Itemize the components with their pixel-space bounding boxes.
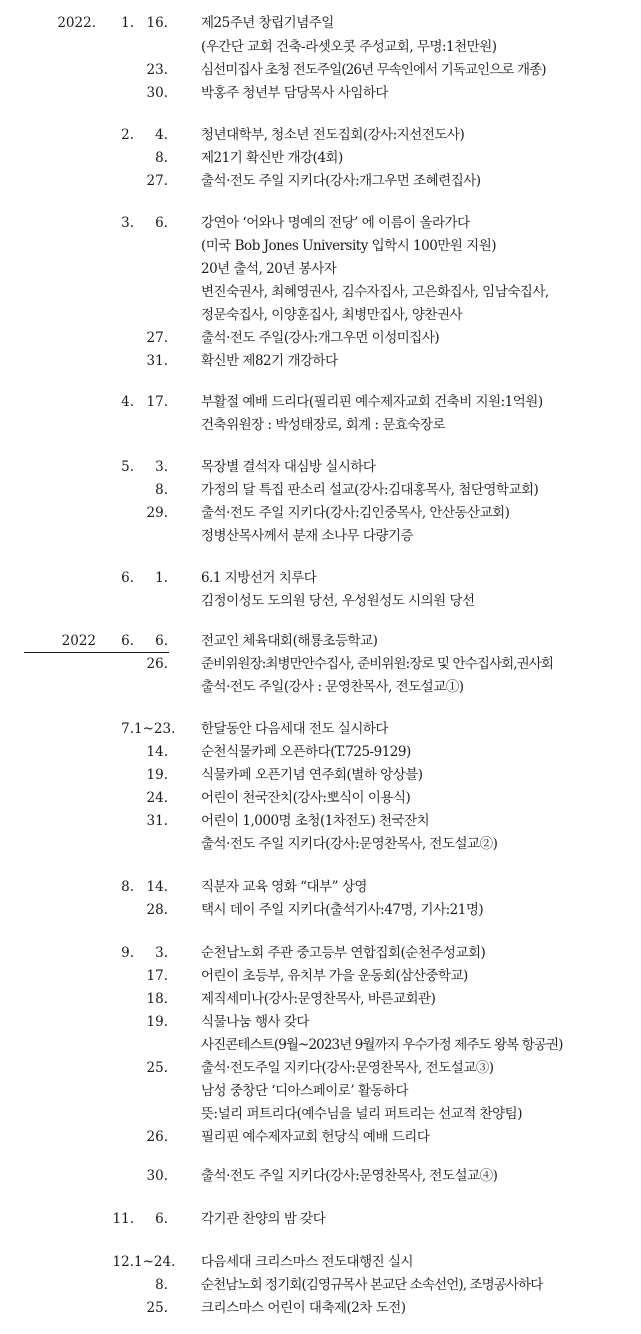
entry-day: 26. <box>146 1129 168 1145</box>
timeline-entry <box>0 987 641 1011</box>
entry-description: 식물나눔 행사 갖다 <box>201 1014 309 1030</box>
entry-description: 순천남노회 정기회(김영규목사 본교단 소속선언), 조명공사하다 <box>201 1277 543 1293</box>
entry-day: 6. <box>155 215 168 231</box>
entry-description: 식물카페 오픈기념 연주회(별하 앙상블) <box>201 767 423 783</box>
timeline-entry <box>0 1207 641 1231</box>
entry-day: 19. <box>146 1014 168 1030</box>
entry-description: 변진숙권사, 최혜영권사, 김수자집사, 고은화집사, 임남숙집사, <box>201 284 549 300</box>
entry-month: 8. <box>121 879 134 895</box>
entry-day: 18. <box>146 991 168 1007</box>
entry-day: 8. <box>155 1277 168 1293</box>
entry-description: 강연아 ‘어와나 명예의 전당’ 에 이름이 올라가다 <box>201 215 470 231</box>
entry-description: 출석·전도 주일(강사 : 문영찬목사, 전도설교①) <box>201 679 464 695</box>
timeline-entry <box>0 455 641 479</box>
entry-description: 6.1 지방선거 치루다 <box>201 570 317 586</box>
entry-month: 7. <box>121 721 134 737</box>
entry-day: 14. <box>146 879 168 895</box>
entry-day: 31. <box>146 353 168 369</box>
entry-description: 어린이 천국잔치(강사:뽀식이 이용식) <box>201 790 411 806</box>
timeline-entry <box>0 280 641 304</box>
entry-day: 27. <box>146 173 168 189</box>
entry-description: 목장별 결석자 대심방 실시하다 <box>201 459 376 475</box>
entry-day: 30. <box>146 1168 168 1184</box>
timeline-entry <box>0 1056 641 1080</box>
entry-day: 6. <box>155 633 168 649</box>
timeline-entry <box>0 566 641 590</box>
timeline-entry <box>0 1010 641 1034</box>
entry-day: 1. <box>155 570 168 586</box>
entry-month: 6. <box>121 633 134 649</box>
entry-description: 순천남노회 주관 중고등부 연합집회(순천주성교회) <box>201 945 486 961</box>
entry-day: 3. <box>155 945 168 961</box>
entry-description: 필리핀 예수제자교회 헌당식 예배 드리다 <box>201 1129 430 1145</box>
timeline-entry <box>0 524 641 548</box>
entry-day: 8. <box>155 482 168 498</box>
timeline-entry <box>0 11 641 35</box>
entry-description: 제직세미나(강사:문영찬목사, 바른교회관) <box>201 991 436 1007</box>
entry-description: 심선미집사 초청 전도주일(26년 무속인에서 기독교인으로 개종) <box>201 62 546 78</box>
entry-description: 청년대학부, 청소년 전도집회(강사:지선전도사) <box>201 127 465 143</box>
timeline-entry <box>0 898 641 922</box>
timeline-entry <box>0 675 641 699</box>
entry-day: 24. <box>146 790 168 806</box>
entry-year: 2022. <box>57 15 96 31</box>
entry-description: (미국 Bob Jones University 입학시 100만원 지원) <box>201 238 497 254</box>
entry-day: 1~24. <box>134 1254 176 1270</box>
timeline-entry <box>0 169 641 193</box>
entry-month: 2. <box>121 127 134 143</box>
timeline-entry <box>0 941 641 965</box>
entry-description: 김정이성도 도의원 당선, 우성원성도 시의원 당선 <box>201 593 475 609</box>
entry-day: 6. <box>155 1211 168 1227</box>
entry-description: 부활절 예배 드리다(필리핀 예수제자교회 건축비 지원:1억원) <box>201 394 543 410</box>
entry-day: 27. <box>146 330 168 346</box>
entry-day: 25. <box>146 1060 168 1076</box>
entry-description: 20년 출석, 20년 봉사자 <box>201 261 337 277</box>
entry-description: 가정의 달 특집 판소리 설교(강사:김대홍목사, 첨단영학교회) <box>201 482 539 498</box>
timeline-entry <box>0 832 641 856</box>
entry-description: 출석·전도 주일 지키다(강사:김인중목사, 안산동산교회) <box>201 505 510 521</box>
timeline-entry <box>0 1164 641 1188</box>
entry-description: 남성 중창단 ‘디아스페이로’ 활동하다 <box>201 1083 409 1099</box>
timeline-entry <box>0 1250 641 1274</box>
entry-description: 제21기 확신반 개강(4회) <box>201 150 343 166</box>
timeline-entry <box>0 1296 641 1320</box>
entry-description: 출석·전도 주일 지키다(강사:문영찬목사, 전도설교②) <box>201 836 498 852</box>
entry-month: 1. <box>121 15 134 31</box>
entry-description: 전교인 체육대회(해룡초등학교) <box>201 633 378 649</box>
timeline-entry <box>0 123 641 147</box>
entry-month: 9. <box>121 945 134 961</box>
entry-description: 다음세대 크리스마스 전도대행진 실시 <box>201 1254 414 1270</box>
entry-day: 17. <box>146 968 168 984</box>
entry-description: 건축위원장 : 박성태장로, 회계 : 문효숙장로 <box>201 417 446 433</box>
entry-day: 23. <box>146 62 168 78</box>
entry-description: 출석·전도 주일 지키다(강사:문영찬목사, 전도설교④) <box>201 1168 498 1184</box>
timeline-entry <box>0 652 641 676</box>
timeline-entry <box>0 58 641 82</box>
entry-day: 16. <box>146 15 168 31</box>
timeline-entry <box>0 1125 641 1149</box>
entry-description: 순천식물카페 오픈하다(T.725-9129) <box>201 744 411 760</box>
entry-description: 정병산목사께서 분재 소나무 다량기증 <box>201 528 414 544</box>
entry-day: 4. <box>155 127 168 143</box>
timeline-entry <box>0 1079 641 1103</box>
entry-month: 11. <box>112 1211 134 1227</box>
timeline-entry <box>0 413 641 437</box>
timeline-entry <box>0 478 641 502</box>
entry-description: 출석·전도주일 지키다(강사:문영찬목사, 전도설교③) <box>201 1060 494 1076</box>
entry-day: 31. <box>146 813 168 829</box>
entry-description: 뜻:널리 퍼트리다(예수님을 널리 퍼트리는 선교적 찬양팀) <box>201 1106 522 1122</box>
entry-description: 제25주년 창립기념주일 <box>201 15 334 31</box>
entry-day: 3. <box>155 459 168 475</box>
entry-description: 직분자 교육 영화 “대부” 상영 <box>201 879 367 895</box>
timeline-entry <box>0 211 641 235</box>
entry-day: 17. <box>146 394 168 410</box>
timeline-entry <box>0 763 641 787</box>
timeline-entry <box>0 35 641 59</box>
timeline-entry <box>0 1273 641 1297</box>
timeline-entry <box>0 717 641 741</box>
entry-month: 4. <box>121 394 134 410</box>
entry-day: 1~23. <box>134 721 176 737</box>
entry-description: 어린이 초등부, 유치부 가을 운동회(삼산중학교) <box>201 968 468 984</box>
timeline-entry <box>0 326 641 350</box>
timeline-entry <box>0 589 641 613</box>
timeline-entry <box>0 146 641 170</box>
entry-day: 29. <box>146 505 168 521</box>
entry-description: 박홍주 청년부 담당목사 사임하다 <box>201 85 388 101</box>
entry-day: 30. <box>146 85 168 101</box>
entry-day: 8. <box>155 150 168 166</box>
entry-description: 준비위원장:최병만안수집사, 준비위원:장로 및 안수집사회,권사회 <box>201 656 554 672</box>
entry-description: 한달동안 다음세대 전도 실시하다 <box>201 721 388 737</box>
entry-day: 19. <box>146 767 168 783</box>
timeline-entry <box>0 234 641 258</box>
entry-description: 출석·전도 주일(강사:개그우먼 이성미집사) <box>201 330 440 346</box>
timeline-entry <box>0 501 641 525</box>
entry-day: 26. <box>146 656 168 672</box>
entry-description: 어린이 1,000명 초청(1차전도) 천국잔치 <box>201 813 430 829</box>
timeline-entry <box>0 875 641 899</box>
timeline-entry <box>0 786 641 810</box>
timeline-entry <box>0 303 641 327</box>
entry-month: 6. <box>121 570 134 586</box>
entry-day: 14. <box>146 744 168 760</box>
entry-day: 25. <box>146 1300 168 1316</box>
timeline-entry <box>0 81 641 105</box>
entry-description: 정문숙집사, 이양훈집사, 최병만집사, 양찬권사 <box>201 307 463 323</box>
entry-description: 각기관 찬양의 밤 갖다 <box>201 1211 326 1227</box>
entry-month: 5. <box>121 459 134 475</box>
timeline-entry <box>0 809 641 833</box>
timeline-entry <box>0 740 641 764</box>
entry-year: 2022 <box>61 633 96 649</box>
entry-day: 28. <box>146 902 168 918</box>
entry-description: 크리스마스 어린이 대축제(2차 도전) <box>201 1300 406 1316</box>
entry-description: (우간단 교회 건축-라셋오콧 주성교회, 무명:1천만원) <box>201 39 497 55</box>
timeline-entry <box>0 390 641 414</box>
entry-description: 출석·전도 주일 지키다(강사:개그우먼 조혜련집사) <box>201 173 481 189</box>
entry-month: 12. <box>112 1254 134 1270</box>
timeline-entry <box>0 1102 641 1126</box>
timeline-entry <box>0 964 641 988</box>
timeline-entry <box>0 349 641 373</box>
timeline-entry <box>0 629 641 653</box>
entry-description: 확신반 제82기 개강하다 <box>201 353 338 369</box>
entry-description: 사진콘테스트(9월~2023년 9월까지 우수가정 제주도 왕복 항공권) <box>201 1037 563 1053</box>
entry-description: 택시 데이 주일 지키다(출석기사:47명, 기사:21명) <box>201 902 484 918</box>
timeline-entry <box>0 257 641 281</box>
entry-month: 3. <box>121 215 134 231</box>
timeline-entry <box>0 1033 641 1057</box>
